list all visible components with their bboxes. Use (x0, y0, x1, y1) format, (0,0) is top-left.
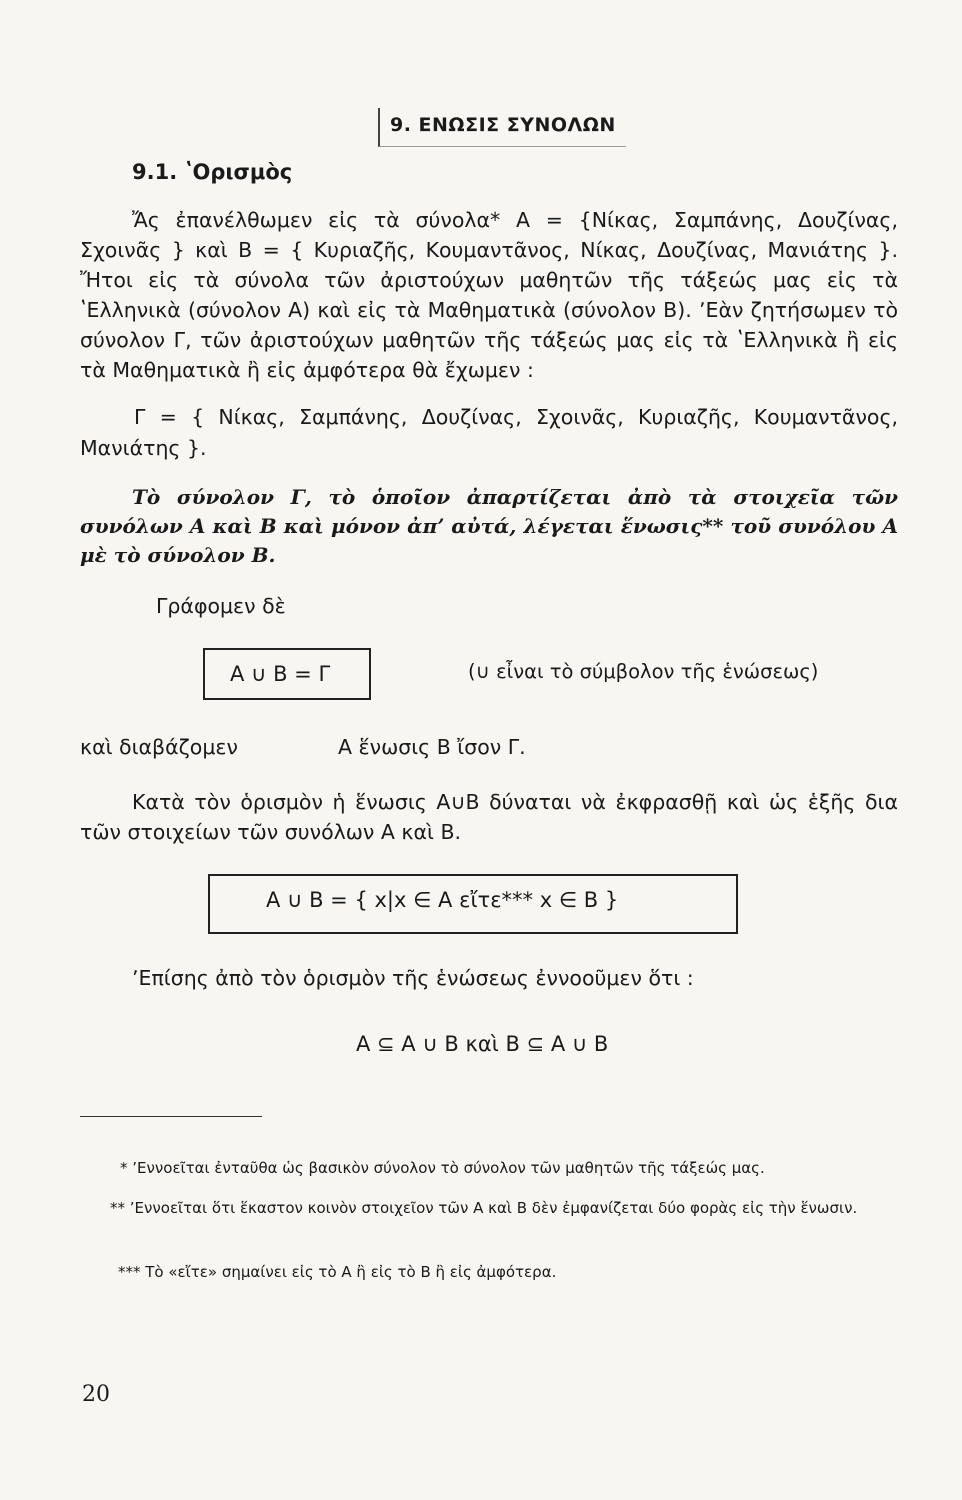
page-number: 20 (82, 1382, 110, 1407)
footnote-3: *** Τὸ «εἴτε» σημαίνει εἰς τὸ A ἢ εἰς τὸ B ἢ εἰς ἀμφότερα. (118, 1263, 557, 1281)
footnote-1: * ʼΕννοεῖται ἐνταῦθα ὡς βασικὸν σύνολον τὸ σύνολον τῶν μαθητῶν τῆς τάξεώς μας. (120, 1159, 765, 1177)
section-title: 9.1. ʽΟρισμὸς (132, 160, 293, 184)
consequence-text: ʼΕπίσης ἀπὸ τὸν ὁρισμὸν τῆς ἑνώσεως ἐννοοῦμεν ὅτι : (132, 966, 694, 990)
gamma-set-statement (80, 402, 898, 464)
union-symbol-note: (∪ εἶναι τὸ σύμβολον τῆς ἑνώσεως) (468, 660, 819, 683)
read-text: A ἕνωσις B ἴσον Γ. (338, 735, 526, 759)
elements-text: Κατὰ τὸν ὁρισμὸν ἡ ἕνωσις A∪B δύναται νὰ ἐκφρασθῇ καὶ ὡς ἑξῆς δια τῶν στοιχείων τῶν συνόλων A καὶ B. (80, 790, 898, 844)
gamma-set-text: Γ = { Νίκας, Σαμπάνης, Δουζίνας, Σχοινᾶς, Κυριαζῆς, Κουμαντᾶνος, Μανιάτης }. (80, 405, 898, 460)
subset-formula: A ⊆ A ∪ B καὶ B ⊆ A ∪ B (356, 1032, 609, 1056)
write-label: Γράφομεν δὲ (156, 594, 286, 618)
definition-paragraph (80, 483, 898, 570)
read-label: καὶ διαβάζομεν (80, 735, 238, 759)
elements-paragraph (80, 787, 898, 847)
chapter-title: 9. ΕΝΩΣΙΣ ΣΥΝΟΛΩΝ (390, 114, 616, 136)
footnote-2: ** ʼΕννοεῖται ὅτι ἕκαστον κοινὸν στοιχεῖον τῶν A καὶ B δὲν ἐμφανίζεται δύο φορὰς εἰς τὴν ἕνωσιν. (110, 1199, 858, 1217)
footnote-2-block (80, 1198, 910, 1218)
intro-text: Ἄς ἐπανέλθωμεν εἰς τὰ σύνολα* A = {Νίκας, Σαμπάνης, Δουζίνας, Σχοινᾶς } καὶ B = { Κυριαζῆς, Κουμαντᾶνος, Νίκας, Δουζίνας, Μανιάτης }. Ἤτοι εἰς τὰ σύνολα τῶν ἀριστούχων μαθητῶν τῆς τάξεώς μας εἰς τὰ ʽΕλληνικὰ (σύνολον A) καὶ εἰς τὰ Μαθηματικὰ (σύνολον B). ʼΕὰν ζητήσωμεν τὸ σύνολον Γ, τῶν ἀριστούχων μαθητῶν τῆς τάξεώς μας εἰς τὰ ʽΕλληνικὰ ἢ εἰς τὰ Μαθηματικὰ ἢ εἰς ἀμφότερα θὰ ἔχωμεν : (80, 208, 898, 382)
set-builder-formula: A ∪ B = { x|x ∈ A εἴτε*** x ∈ B } (266, 888, 619, 912)
footnote-divider (80, 1116, 262, 1117)
union-formula: A ∪ B = Γ (230, 662, 331, 686)
definition-text: Τὸ σύνολον Γ, τὸ ὁποῖον ἀπαρτίζεται ἀπὸ τὰ στοιχεῖα τῶν συνόλων A καὶ B καὶ μόνον ἀπʼ αὐτά, λέγεται ἕνωσις** τοῦ συνόλου A μὲ τὸ σύνολον B. (80, 485, 898, 567)
intro-paragraph (80, 205, 898, 385)
